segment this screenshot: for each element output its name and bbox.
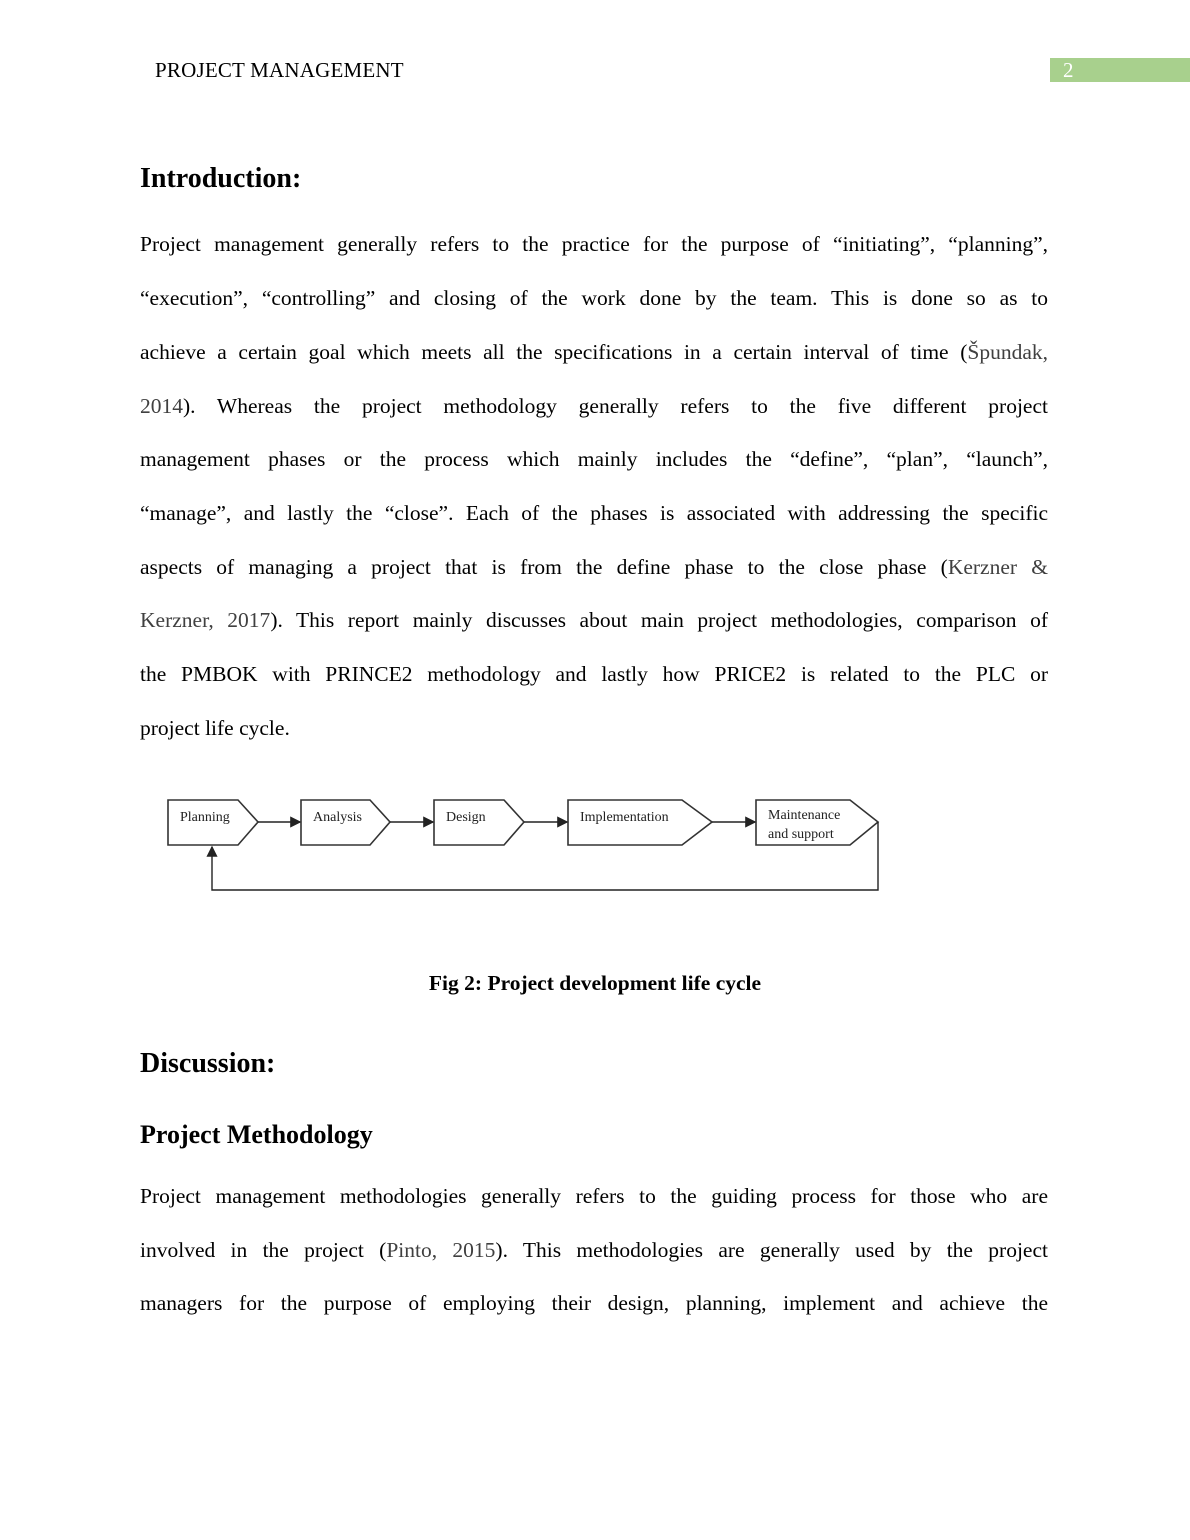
paragraph-line: involved in the project (Pinto, 2015). This methodologies are generally used by the project	[140, 1238, 1048, 1262]
paragraph-line: project life cycle.	[140, 716, 290, 740]
citation: Špundak,	[967, 340, 1048, 364]
paragraph-line: 2014). Whereas the project methodology generally refers to the five different project	[140, 394, 1048, 418]
running-header-title: PROJECT MANAGEMENT	[155, 58, 404, 82]
phase-label-design: Design	[446, 810, 486, 825]
discussion-heading: Discussion:	[140, 1048, 276, 1079]
page-number-bar	[1050, 58, 1190, 82]
paragraph-line: achieve a certain goal which meets all the specifications in a certain interval of time (Špundak,	[140, 340, 1048, 364]
citation: Kerzner &	[947, 555, 1048, 579]
paragraph-line: the PMBOK with PRINCE2 methodology and lastly how PRICE2 is related to the PLC or	[140, 662, 1048, 686]
figure-caption: Fig 2: Project development life cycle	[428, 971, 762, 995]
phase-label-planning: Planning	[180, 810, 230, 825]
phase-label-support: and support	[768, 827, 834, 842]
citation: Pinto, 2015	[386, 1238, 496, 1262]
phase-label-analysis: Analysis	[313, 810, 362, 825]
paragraph-line: aspects of managing a project that is from the define phase to the close phase (Kerzner &	[140, 555, 1048, 579]
phase-label-implementation: Implementation	[580, 810, 669, 825]
paragraph-line: “manage”, and lastly the “close”. Each of the phases is associated with addressing the specific	[140, 501, 1048, 525]
page-number: 2	[1063, 58, 1074, 82]
paragraph-line: “execution”, “controlling” and closing of the work done by the team. This is done so as to	[140, 286, 1048, 310]
project-methodology-heading: Project Methodology	[140, 1120, 373, 1149]
citation: 2014	[140, 394, 183, 418]
paragraph-line: managers for the purpose of employing their design, planning, implement and achieve the	[140, 1291, 1048, 1315]
life-cycle-diagram	[160, 790, 890, 900]
introduction-heading: Introduction:	[140, 163, 302, 194]
paragraph-line: Project management generally refers to the practice for the purpose of “initiating”, “planning”,	[140, 232, 1048, 256]
paragraph-line: Kerzner, 2017). This report mainly discusses about main project methodologies, comparison of	[140, 608, 1048, 632]
paragraph-line: Project management methodologies generally refers to the guiding process for those who are	[140, 1184, 1048, 1208]
citation: Kerzner, 2017	[140, 608, 271, 632]
paragraph-line: management phases or the process which mainly includes the “define”, “plan”, “launch”,	[140, 447, 1048, 471]
phase-label-maintenance: Maintenance	[768, 808, 841, 823]
